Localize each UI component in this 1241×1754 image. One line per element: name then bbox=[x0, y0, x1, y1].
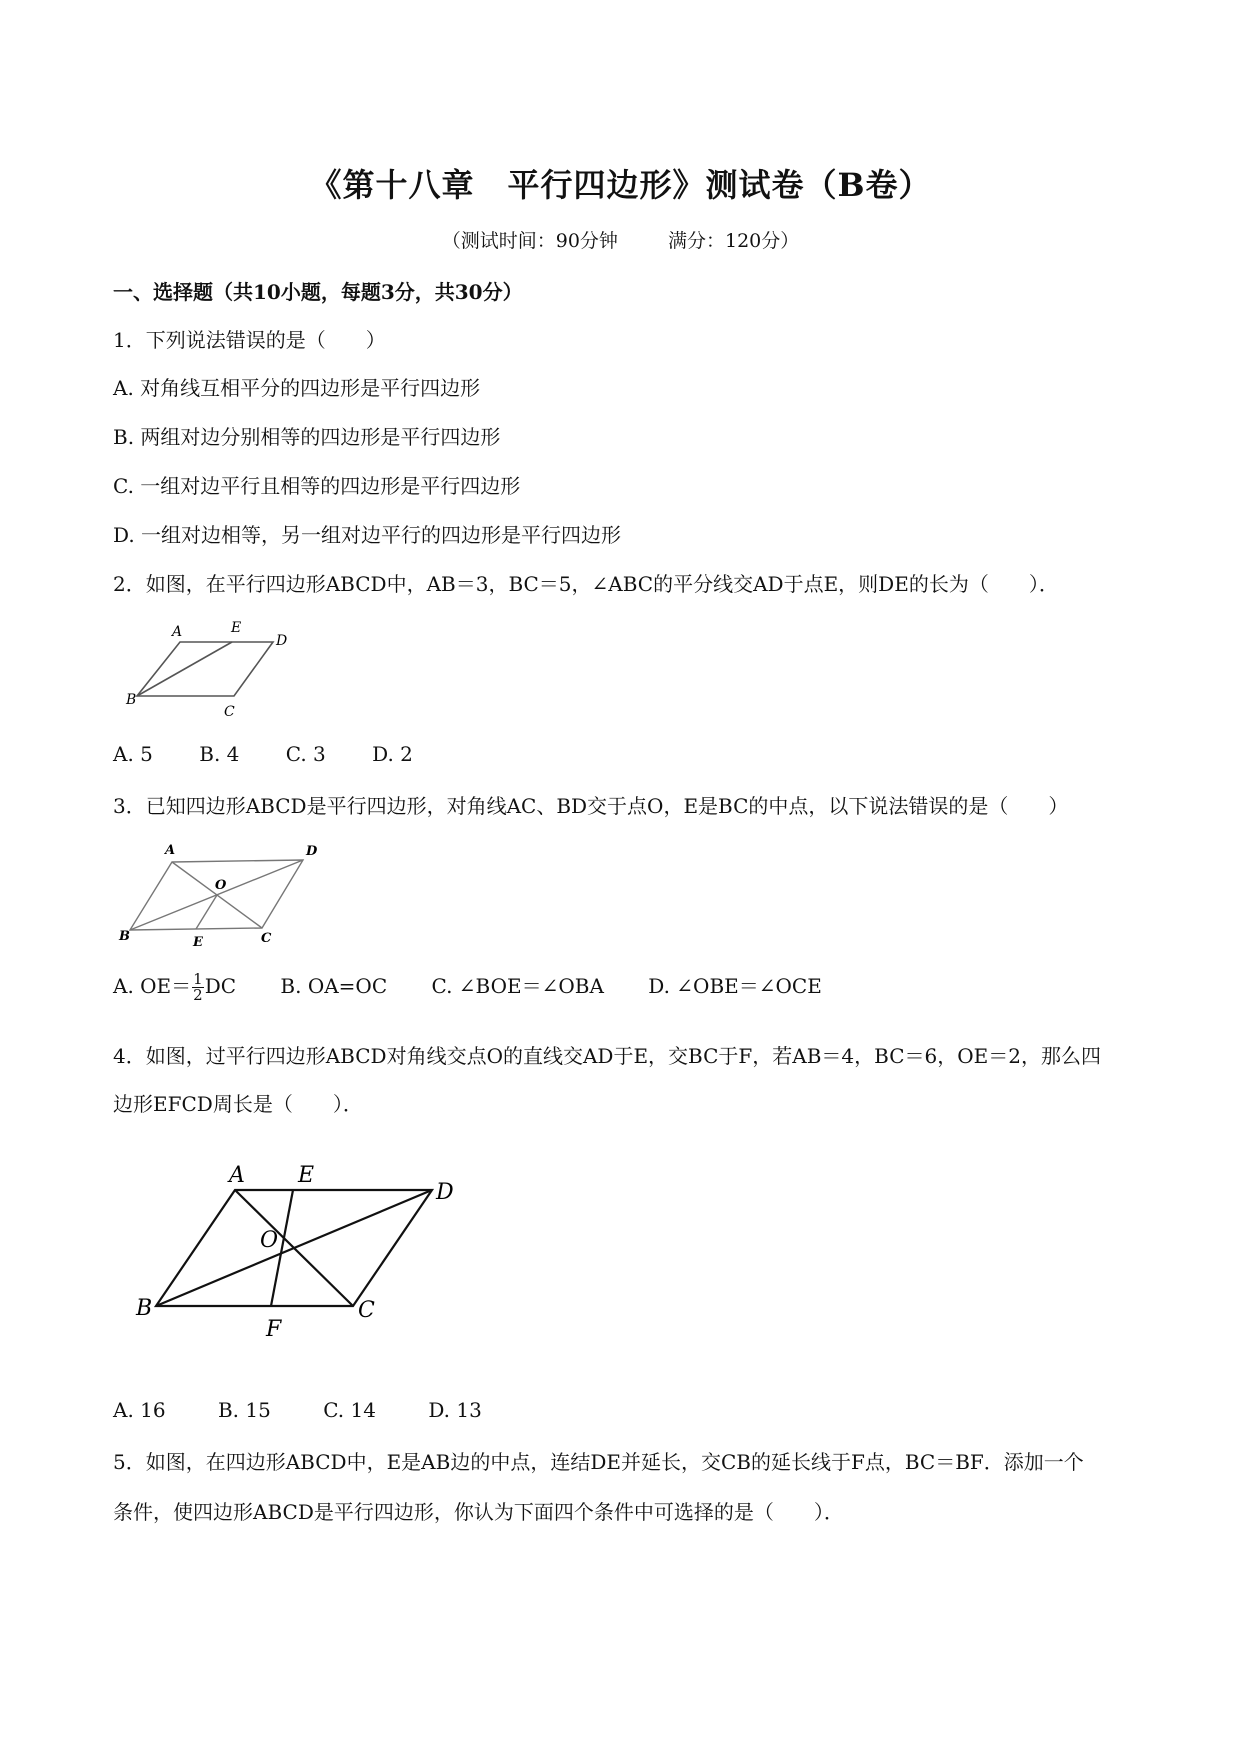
q1-option-c: C. 一组对边平行且相等的四边形是平行四边形 bbox=[113, 474, 521, 498]
q4-label-o: O bbox=[260, 1228, 279, 1253]
q4-label-c: C bbox=[358, 1298, 375, 1323]
section-heading: 一、选择题（共10小题，每题3分，共30分） bbox=[113, 280, 523, 304]
q4-label-b: B bbox=[136, 1296, 153, 1321]
q3-options bbox=[113, 970, 822, 1003]
q1-option-d: D. 一组对边相等，另一组对边平行的四边形是平行四边形 bbox=[113, 523, 622, 547]
q2-option-b: B. 4 bbox=[199, 742, 240, 766]
q4-label-e: E bbox=[298, 1163, 315, 1188]
q2-label-e: E bbox=[231, 620, 242, 636]
q2-option-d: D. 2 bbox=[372, 742, 413, 766]
one-half-fraction: $\frac{1}{2}$ bbox=[193, 970, 203, 1004]
q3-option-b: B. OA=OC bbox=[280, 974, 388, 998]
q3-option-d: D. ∠OBE＝∠OCE bbox=[648, 974, 822, 998]
q3-label-b: B bbox=[119, 929, 130, 944]
q3-label-a: A bbox=[165, 843, 176, 858]
q4-label-d: D bbox=[436, 1180, 454, 1205]
q4-label-a: A bbox=[229, 1163, 245, 1188]
page-title: 《第十八章 平行四边形》测试卷（B卷） bbox=[309, 166, 932, 204]
q2-label-c: C bbox=[224, 704, 235, 720]
q3-option-c: C. ∠BOE＝∠OBA bbox=[431, 974, 604, 998]
q3-label-c: C bbox=[261, 931, 272, 946]
q3-label-o: O bbox=[215, 878, 227, 893]
q4-stem-line1: 4．如图，过平行四边形ABCD对角线交点O的直线交AD于E，交BC于F，若AB＝4，BC＝6，OE＝2，那么四 bbox=[113, 1044, 1101, 1068]
q3-figure bbox=[115, 840, 330, 955]
q2-figure bbox=[120, 612, 300, 722]
q5-stem-line1: 5．如图，在四边形ABCD中，E是AB边的中点，连结DE并延长，交CB的延长线于F点，BC＝BF．添加一个 bbox=[113, 1450, 1084, 1474]
q3-option-a: A. OE＝ $\frac{1}{2}$ DC bbox=[113, 970, 237, 1004]
q2-label-a: A bbox=[172, 624, 183, 640]
q2-stem: 2．如图，在平行四边形ABCD中，AB＝3，BC＝5，∠ABC的平分线交AD于点E，则DE的长为（ ）． bbox=[113, 572, 1059, 596]
q5-stem-line2: 条件，使四边形ABCD是平行四边形，你认为下面四个条件中可选择的是（ ）． bbox=[113, 1500, 844, 1524]
q3-label-e: E bbox=[193, 935, 203, 950]
full-score: 满分：120分） bbox=[667, 230, 800, 252]
q4-option-b: B. 15 bbox=[217, 1398, 271, 1422]
q4-options bbox=[113, 1398, 528, 1422]
q2-label-b: B bbox=[126, 692, 137, 708]
q4-option-a: A. 16 bbox=[113, 1398, 166, 1422]
q4-label-f: F bbox=[266, 1317, 282, 1342]
q4-stem-line2: 边形EFCD周长是（ ）． bbox=[113, 1092, 363, 1116]
q3-stem: 3．已知四边形ABCD是平行四边形，对角线AC、BD交于点O，E是BC的中点，以下说法错误的是（ ） bbox=[113, 794, 1069, 818]
q2-label-d: D bbox=[276, 633, 288, 649]
q4-figure bbox=[130, 1158, 480, 1348]
q1-option-a: A. 对角线互相平分的四边形是平行四边形 bbox=[113, 376, 481, 400]
q4-option-d: D. 13 bbox=[428, 1398, 482, 1422]
q1-option-b: B. 两组对边分别相等的四边形是平行四边形 bbox=[113, 425, 501, 449]
q2-option-a: A. 5 bbox=[113, 742, 153, 766]
test-time: （测试时间：90分钟 bbox=[441, 230, 618, 252]
q4-option-c: C. 14 bbox=[323, 1398, 376, 1422]
q2-option-c: C. 3 bbox=[285, 742, 326, 766]
q1-stem: 1．下列说法错误的是（ ） bbox=[113, 328, 386, 352]
q2-options bbox=[113, 742, 453, 766]
exam-info bbox=[0, 226, 1241, 253]
q3-label-d: D bbox=[306, 844, 318, 859]
